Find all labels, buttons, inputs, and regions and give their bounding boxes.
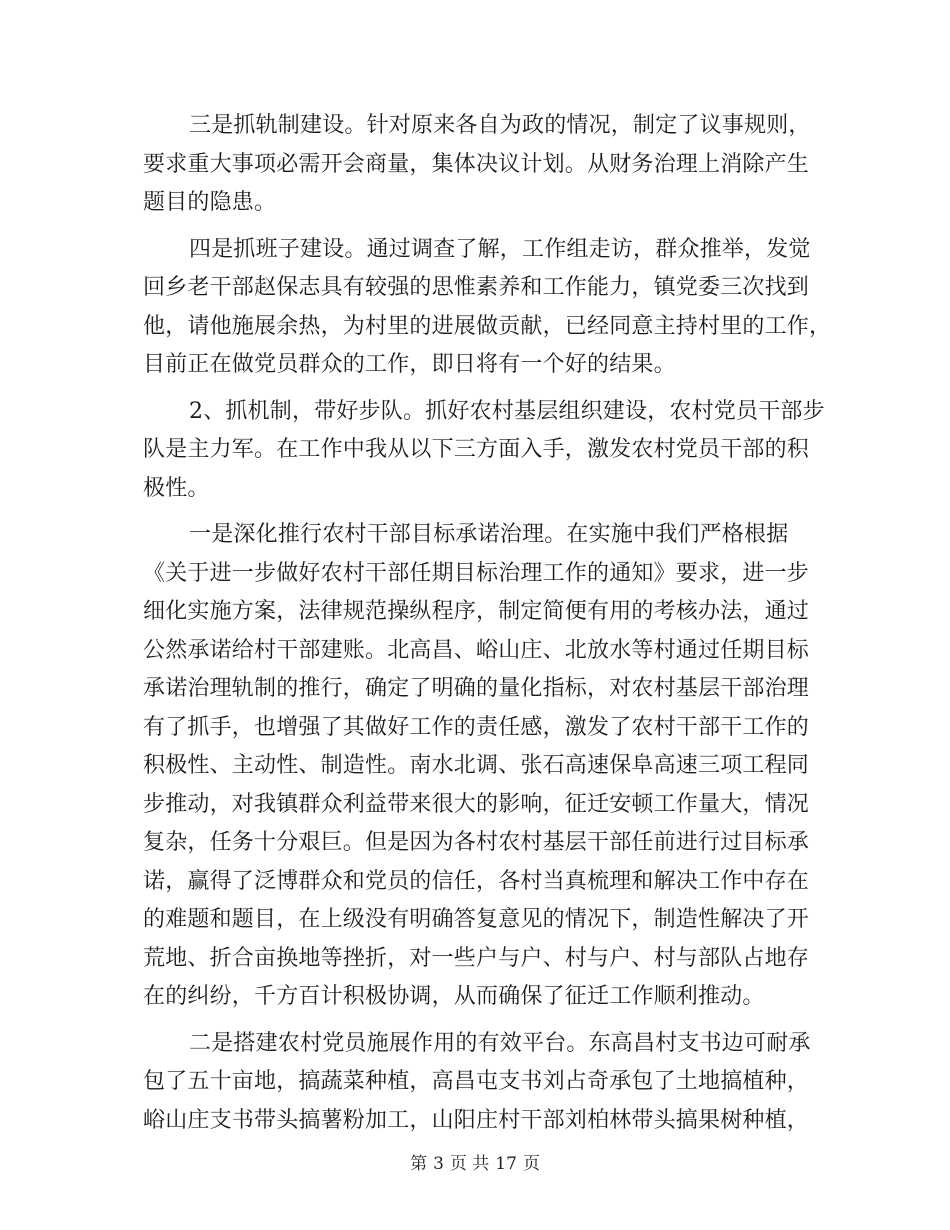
page-number-middle: 页 共 — [449, 1154, 490, 1174]
paragraph — [143, 107, 811, 223]
text-line: 他，请他施展余热，为村里的进展做贡献，已经同意主持村里的工作， — [143, 313, 832, 339]
page-number-suffix: 页 — [522, 1154, 540, 1174]
page-total: 17 — [495, 1154, 517, 1174]
paragraph — [143, 231, 832, 385]
text-line: 公然承诺给村干部建账。北高昌、峪山庄、北放水等村通过任期目标 — [143, 637, 810, 663]
text-line: 2、抓机制，带好步队。抓好农村基层组织建设，农村党员干部步 — [189, 398, 825, 424]
text-line: 三是抓轨制建设。针对原来各自为政的情况，制定了议事规则， — [189, 113, 811, 138]
text-line: 极性。 — [143, 475, 210, 501]
text-line: 队是主力军。在工作中我从以下三方面入手，激发农村党员干部的积 — [143, 437, 810, 462]
paragraph — [143, 1025, 811, 1141]
text-line: 荒地、折合亩换地等挫折，对一些户与户、村与户、村与部队占地存 — [143, 945, 810, 971]
text-line: 四是抓班子建设。通过调查了解，工作组走访，群众推举，发觉 — [189, 236, 811, 262]
text-line: 要求重大事项必需开会商量，集体决议计划。从财务治理上消除产生 — [143, 151, 810, 177]
text-line: 包了五十亩地，搞蔬菜种植，高昌屯支书刘占奇承包了土地搞植种， — [143, 1069, 810, 1094]
text-line: 目前正在做党员群众的工作，即日将有一个好的结果。 — [143, 352, 676, 377]
paragraph — [143, 393, 825, 509]
text-line: 诺，赢得了泛博群众和党员的信任，各村当真梳理和解决工作中存在 — [143, 868, 810, 894]
text-line: 积极性、主动性、制造性。南水北调、张石高速保阜高速三项工程同 — [143, 753, 810, 778]
text-line: 峪山庄支书带头搞薯粉加工，山阳庄村干部刘柏林带头搞果树种植， — [143, 1107, 810, 1133]
text-line: 承诺治理轨制的推行，确定了明确的量化指标，对农村基层干部治理 — [143, 676, 810, 701]
page-number: 3 — [433, 1154, 444, 1174]
text-line: 《关于进一步做好农村干部任期目标治理工作的通知》要求，进一步 — [143, 560, 810, 586]
text-line: 细化实施方案，法律规范操纵程序，制定简便有用的考核办法，通过 — [143, 599, 810, 624]
text-line: 有了抓手，也增强了其做好工作的责任感，激发了农村干部干工作的 — [143, 714, 810, 740]
paragraph — [143, 516, 808, 1017]
text-line: 回乡老干部赵保志具有较强的思惟素养和工作能力，镇党委三次找到 — [143, 275, 810, 300]
text-line: 的难题和题目，在上级没有明确答复意见的情况下，制造性解决了开 — [143, 907, 810, 932]
text-line: 步推动，对我镇群众利益带来很大的影响，征迁安顿工作量大，情况 — [143, 791, 810, 817]
text-line: 在的纠纷，千方百计积极协调，从而确保了征迁工作顺利推动。 — [143, 984, 765, 1009]
text-line: 二是搭建农村党员施展作用的有效平台。东高昌村支书边可耐承 — [189, 1030, 811, 1056]
text-line: 一是深化推行农村干部目标承诺治理。在实施中我们严格根据 — [189, 522, 789, 547]
document-body — [143, 107, 832, 1140]
page-number-prefix: 第 — [410, 1154, 428, 1174]
text-line: 题目的隐患。 — [143, 190, 277, 215]
page-footer — [0, 1152, 950, 1176]
text-line: 复杂，任务十分艰巨。但是因为各村农村基层干部任前进行过目标承 — [143, 830, 810, 855]
